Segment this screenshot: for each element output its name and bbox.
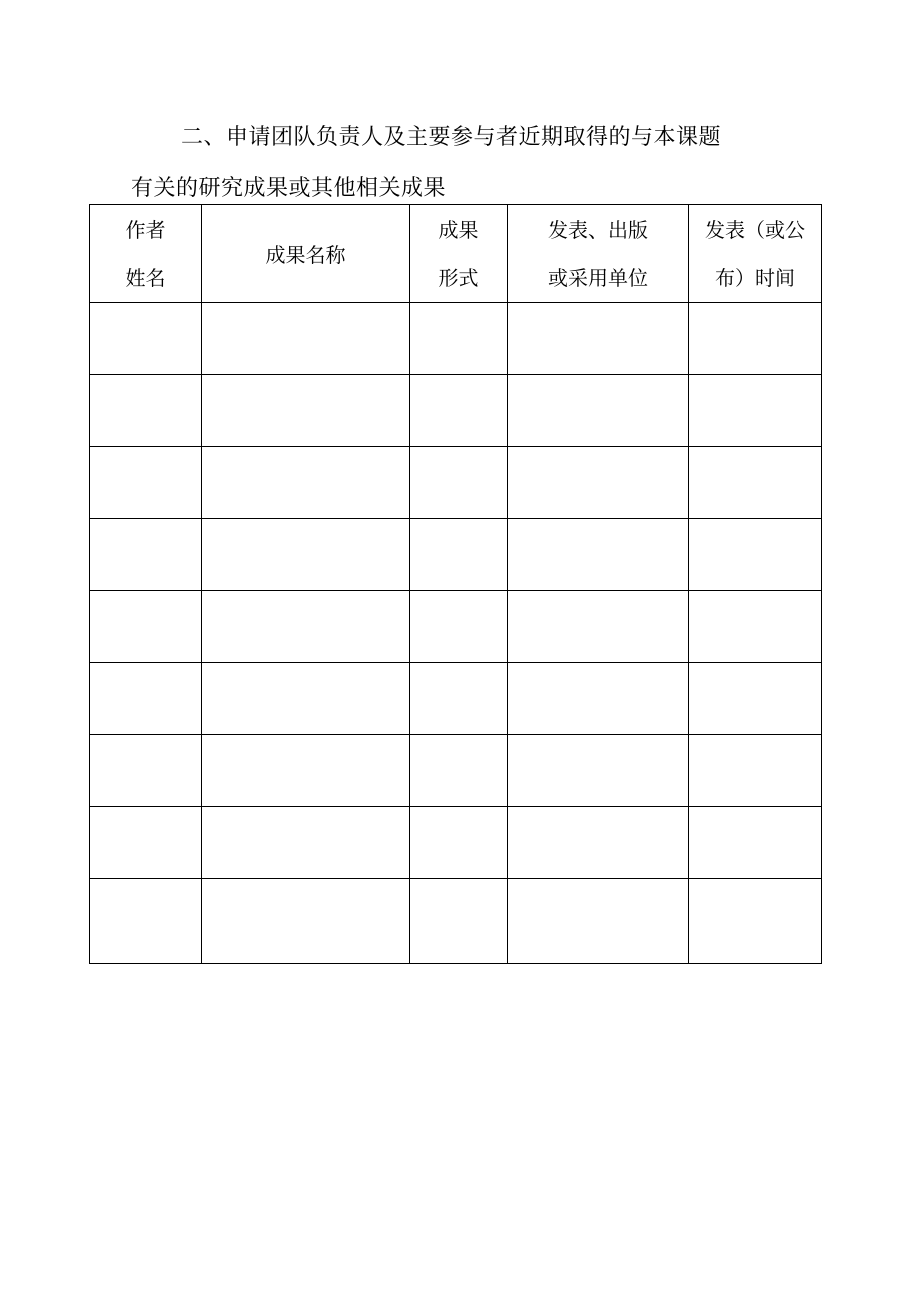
table-row: [90, 807, 822, 879]
cell-result-form[interactable]: [410, 519, 508, 591]
cell-result-form[interactable]: [410, 303, 508, 375]
cell-result-title[interactable]: [202, 807, 410, 879]
cell-result-title[interactable]: [202, 447, 410, 519]
cell-author[interactable]: [90, 519, 202, 591]
cell-author[interactable]: [90, 807, 202, 879]
cell-publish-date[interactable]: [689, 303, 822, 375]
cell-publisher[interactable]: [508, 447, 689, 519]
cell-publisher[interactable]: [508, 591, 689, 663]
cell-result-form[interactable]: [410, 735, 508, 807]
table-row: [90, 519, 822, 591]
header-result-form-line2: 形式: [438, 265, 479, 290]
header-author-name-line1: 作者: [125, 217, 166, 242]
cell-publish-date[interactable]: [689, 663, 822, 735]
cell-author[interactable]: [90, 879, 202, 964]
cell-publisher[interactable]: [508, 879, 689, 964]
header-result-form-line1: 成果: [438, 217, 479, 242]
table-row: [90, 303, 822, 375]
table-row: [90, 735, 822, 807]
cell-publish-date[interactable]: [689, 519, 822, 591]
table-row: [90, 663, 822, 735]
cell-result-form[interactable]: [410, 879, 508, 964]
cell-result-title[interactable]: [202, 519, 410, 591]
header-publish-date-line2: 布）时间: [715, 265, 795, 290]
header-author-name-line2: 姓名: [125, 265, 166, 290]
cell-publisher[interactable]: [508, 519, 689, 591]
research-results-table: [89, 204, 822, 964]
cell-publish-date[interactable]: [689, 807, 822, 879]
cell-publish-date[interactable]: [689, 447, 822, 519]
header-author-name: [90, 205, 202, 303]
table-row: [90, 447, 822, 519]
cell-author[interactable]: [90, 303, 202, 375]
cell-result-title[interactable]: [202, 303, 410, 375]
header-publisher-line1: 发表、出版: [548, 217, 648, 242]
cell-result-title[interactable]: [202, 591, 410, 663]
cell-author[interactable]: [90, 375, 202, 447]
header-publish-date-line1: 发表（或公: [705, 217, 805, 242]
cell-author[interactable]: [90, 591, 202, 663]
cell-author[interactable]: [90, 447, 202, 519]
table-row: [90, 591, 822, 663]
section-heading-line-2: 有关的研究成果或其他相关成果: [131, 176, 447, 201]
header-result-title-label: 成果名称: [265, 243, 346, 267]
cell-result-form[interactable]: [410, 375, 508, 447]
cell-publisher[interactable]: [508, 807, 689, 879]
cell-author[interactable]: [90, 735, 202, 807]
cell-result-title[interactable]: [202, 735, 410, 807]
cell-result-form[interactable]: [410, 447, 508, 519]
cell-publisher[interactable]: [508, 735, 689, 807]
cell-result-title[interactable]: [202, 375, 410, 447]
header-publisher-line2: 或采用单位: [548, 265, 648, 290]
section-heading-line-1: 二、申请团队负责人及主要参与者近期取得的与本课题: [181, 125, 722, 150]
header-publisher: [508, 205, 689, 303]
table-row: [90, 375, 822, 447]
cell-result-form[interactable]: [410, 663, 508, 735]
cell-publisher[interactable]: [508, 663, 689, 735]
table-header-row: [90, 205, 822, 303]
cell-result-form[interactable]: [410, 807, 508, 879]
cell-result-form[interactable]: [410, 591, 508, 663]
cell-publish-date[interactable]: [689, 735, 822, 807]
cell-publish-date[interactable]: [689, 591, 822, 663]
cell-publish-date[interactable]: [689, 375, 822, 447]
cell-result-title[interactable]: [202, 663, 410, 735]
cell-author[interactable]: [90, 663, 202, 735]
cell-publisher[interactable]: [508, 375, 689, 447]
header-result-form: [410, 205, 508, 303]
cell-result-title[interactable]: [202, 879, 410, 964]
table-row: [90, 879, 822, 964]
cell-publish-date[interactable]: [689, 879, 822, 964]
header-result-title: [202, 205, 410, 303]
header-publish-date: [689, 205, 822, 303]
cell-publisher[interactable]: [508, 303, 689, 375]
